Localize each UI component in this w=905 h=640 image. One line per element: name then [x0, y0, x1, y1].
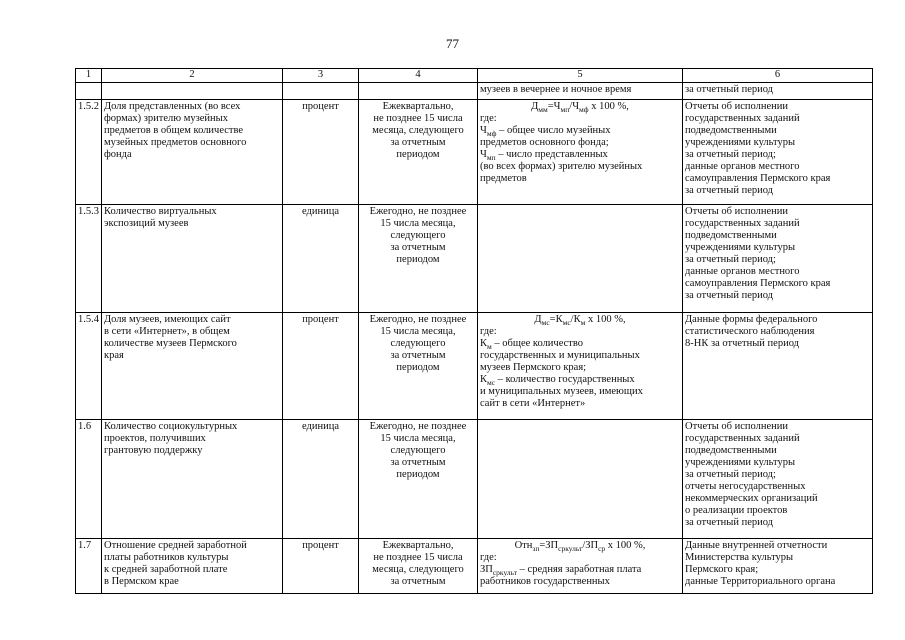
text-line: за отчетным: [390, 457, 446, 468]
text-line: экспозиций музеев: [104, 218, 189, 229]
text-line: самоуправления Пермского края: [685, 173, 831, 184]
data-source: [683, 313, 873, 420]
text-line: Данные формы федерального: [685, 314, 818, 325]
text-line: Отчеты об исполнении: [685, 206, 788, 217]
text-line: за отчетным: [390, 576, 446, 587]
text-line: музейных предметов основного: [104, 137, 247, 148]
text-line: 15 числа месяца,: [380, 326, 456, 337]
text-line: $К_м$ – общее количество: [480, 338, 584, 352]
text-line: количестве музеев Пермского: [104, 338, 237, 349]
text-line: $Ч_{мп}$ – число представленных: [480, 149, 608, 163]
text-line: учреждениями культуры: [685, 137, 796, 148]
text-line: 15 числа месяца,: [380, 218, 456, 229]
text-line: предметов основного фонда;: [480, 137, 609, 148]
text-line: грантовую поддержку: [104, 445, 203, 456]
column-header: 1: [76, 69, 102, 83]
text-line: не позднее 15 числа: [373, 552, 463, 563]
text-line: (во всех формах) зрителю музейных: [480, 161, 643, 172]
column-header: 2: [102, 69, 283, 83]
text-line: в сети «Интернет», в общем: [104, 326, 230, 337]
unit-of-measure: единица: [283, 420, 359, 539]
text-line: данные органов местного: [685, 161, 800, 172]
text-line: о реализации проектов: [685, 505, 788, 516]
text-line: следующего: [390, 338, 446, 349]
indicator-name: [102, 313, 283, 420]
formula: $Д_{мм}=Ч_{мп}/Ч_{мф}$ х 100 %,: [531, 101, 629, 115]
table-row: [76, 420, 873, 539]
text-line: Отчеты об исполнении: [685, 101, 788, 112]
text-line: Отчеты об исполнении: [685, 421, 788, 432]
text-line: работников государственных: [480, 576, 610, 587]
data-source: [683, 420, 873, 539]
text-line: за отчетный период;: [685, 254, 776, 265]
calculation-method: [478, 205, 683, 313]
formula: $Отн_{зп}=ЗП_{сркульт}/ЗП_{ср}$ х 100 %,: [514, 540, 646, 554]
unit-of-measure: процент: [283, 539, 359, 594]
column-header: 3: [283, 69, 359, 83]
row-number: 1.7: [76, 539, 102, 594]
text-line: государственных и муниципальных: [480, 350, 640, 361]
text-line: Министерства культуры: [685, 552, 794, 563]
text-line: Ежегодно, не позднее: [369, 421, 467, 432]
text-line: государственных заданий: [685, 218, 800, 229]
text-line: за отчетный период: [685, 185, 774, 196]
text-line: учреждениями культуры: [685, 457, 796, 468]
table-row: [76, 100, 873, 205]
text-line: Отношение средней заработной: [104, 540, 247, 551]
text-line: за отчетный период: [685, 517, 774, 528]
text-line: учреждениями культуры: [685, 242, 796, 253]
text-line: Пермского края;: [685, 564, 759, 575]
table-body: [76, 100, 873, 594]
text-line: в Пермском крае: [104, 576, 179, 587]
text-line: периодом: [396, 362, 440, 373]
subscript: мм: [538, 105, 548, 115]
unit-of-measure: единица: [283, 205, 359, 313]
reporting-deadline: [359, 420, 478, 539]
text-line: сайт в сети «Интернет»: [480, 398, 586, 409]
text-line: 15 числа месяца,: [380, 433, 456, 444]
column-header: 5: [478, 69, 683, 83]
subscript: мф: [579, 105, 589, 115]
column-header: 4: [359, 69, 478, 83]
text-line: следующего: [390, 445, 446, 456]
data-source: [683, 539, 873, 594]
calculation-method: [478, 539, 683, 594]
text-line: Ежеквартально,: [382, 540, 454, 551]
indicators-table: [75, 68, 873, 594]
text-line: государственных заданий: [685, 113, 800, 124]
reporting-deadline: [359, 205, 478, 313]
text-line: подведомственными: [685, 125, 777, 136]
text-line: проектов, получивших: [104, 433, 206, 444]
subscript: ср: [598, 544, 606, 554]
text-line: за отчетный период;: [685, 469, 776, 480]
text-line: где:: [480, 326, 497, 337]
text-line: платы работников культуры: [104, 552, 229, 563]
text-line: месяца, следующего: [372, 564, 464, 575]
text-line: Данные внутренней отчетности: [685, 540, 828, 551]
unit-of-measure: процент: [283, 100, 359, 205]
text-line: $ЗП_{сркульт}$ – средняя заработная плата: [480, 564, 642, 578]
row-number: 1.5.2: [76, 100, 102, 205]
text-line: к средней заработной плате: [104, 564, 228, 575]
calculation-method: [478, 313, 683, 420]
table-row: [76, 205, 873, 313]
text-line: предметов: [480, 173, 527, 184]
text-line: подведомственными: [685, 230, 777, 241]
text-line: края: [104, 350, 124, 361]
text-line: периодом: [396, 469, 440, 480]
row-number: 1.5.4: [76, 313, 102, 420]
subscript: зп: [532, 544, 540, 554]
subscript: мс: [487, 378, 496, 388]
text-line: Количество виртуальных: [104, 206, 217, 217]
continuation-method: музеев в вечернее и ночное время: [478, 83, 683, 100]
text-line: подведомственными: [685, 445, 777, 456]
text-line: периодом: [396, 149, 440, 160]
text-line: за отчетный период: [685, 290, 774, 301]
table-row: [76, 313, 873, 420]
reporting-deadline: [359, 313, 478, 420]
text-line: некоммерческих организаций: [685, 493, 818, 504]
text-line: $Ч_{мф}$ – общее число музейных: [480, 125, 611, 139]
text-line: данные органов местного: [685, 266, 800, 277]
text-line: Доля представленных (во всех: [104, 101, 241, 112]
text-line: статистического наблюдения: [685, 326, 815, 337]
indicator-name: [102, 539, 283, 594]
text-line: фонда: [104, 149, 132, 160]
text-line: где:: [480, 552, 497, 563]
continuation-source: за отчетный период: [683, 83, 873, 100]
text-line: следующего: [390, 230, 446, 241]
row-number: 1.6: [76, 420, 102, 539]
subscript: мп: [560, 105, 570, 115]
column-header: 6: [683, 69, 873, 83]
calculation-method: [478, 100, 683, 205]
text-line: за отчетным: [390, 137, 446, 148]
text-line: за отчетный период;: [685, 149, 776, 160]
text-line: периодом: [396, 254, 440, 265]
text-line: отчеты негосударственных: [685, 481, 806, 492]
text-line: за отчетным: [390, 242, 446, 253]
subscript: сркульт: [558, 544, 583, 554]
continuation-row: [76, 83, 873, 100]
text-line: формах) зрителю музейных: [104, 113, 228, 124]
indicator-name: [102, 100, 283, 205]
text-line: $К_{мс}$ – количество государственных: [480, 374, 635, 388]
reporting-deadline: [359, 539, 478, 594]
text-line: Доля музеев, имеющих сайт: [104, 314, 231, 325]
subscript: мф: [486, 129, 497, 139]
subscript: м: [487, 342, 492, 352]
formula: $Д_{мс}=К_{мс}/К_м$ х 100 %,: [534, 314, 626, 328]
text-line: самоуправления Пермского края: [685, 278, 831, 289]
indicator-name: [102, 420, 283, 539]
text-line: не позднее 15 числа: [373, 113, 463, 124]
text-line: Количество социокультурных: [104, 421, 238, 432]
text-line: месяца, следующего: [372, 125, 464, 136]
row-number: 1.5.3: [76, 205, 102, 313]
reporting-deadline: [359, 100, 478, 205]
text-line: Ежегодно, не позднее: [369, 314, 467, 325]
text-line: данные Территориального органа: [685, 576, 836, 587]
text-line: где:: [480, 113, 497, 124]
text-line: 8-НК за отчетный период: [685, 338, 799, 349]
text-line: государственных заданий: [685, 433, 800, 444]
subscript: сркульт: [492, 568, 518, 578]
calculation-method: [478, 420, 683, 539]
subscript: мс: [541, 318, 550, 328]
text-line: за отчетным: [390, 350, 446, 361]
indicator-name: [102, 205, 283, 313]
text-line: музеев Пермского края;: [480, 362, 587, 373]
subscript: м: [580, 318, 586, 328]
text-line: Ежегодно, не позднее: [369, 206, 467, 217]
table-header-row: [76, 69, 873, 83]
data-source: [683, 100, 873, 205]
text-line: и муниципальных музеев, имеющих: [480, 386, 643, 397]
unit-of-measure: процент: [283, 313, 359, 420]
text-line: предметов в общем количестве: [104, 125, 244, 136]
table-row: [76, 539, 873, 594]
text-line: Ежеквартально,: [382, 101, 454, 112]
page-number: 77: [446, 36, 459, 51]
subscript: мс: [562, 318, 571, 328]
subscript: мп: [486, 153, 496, 163]
data-source: [683, 205, 873, 313]
